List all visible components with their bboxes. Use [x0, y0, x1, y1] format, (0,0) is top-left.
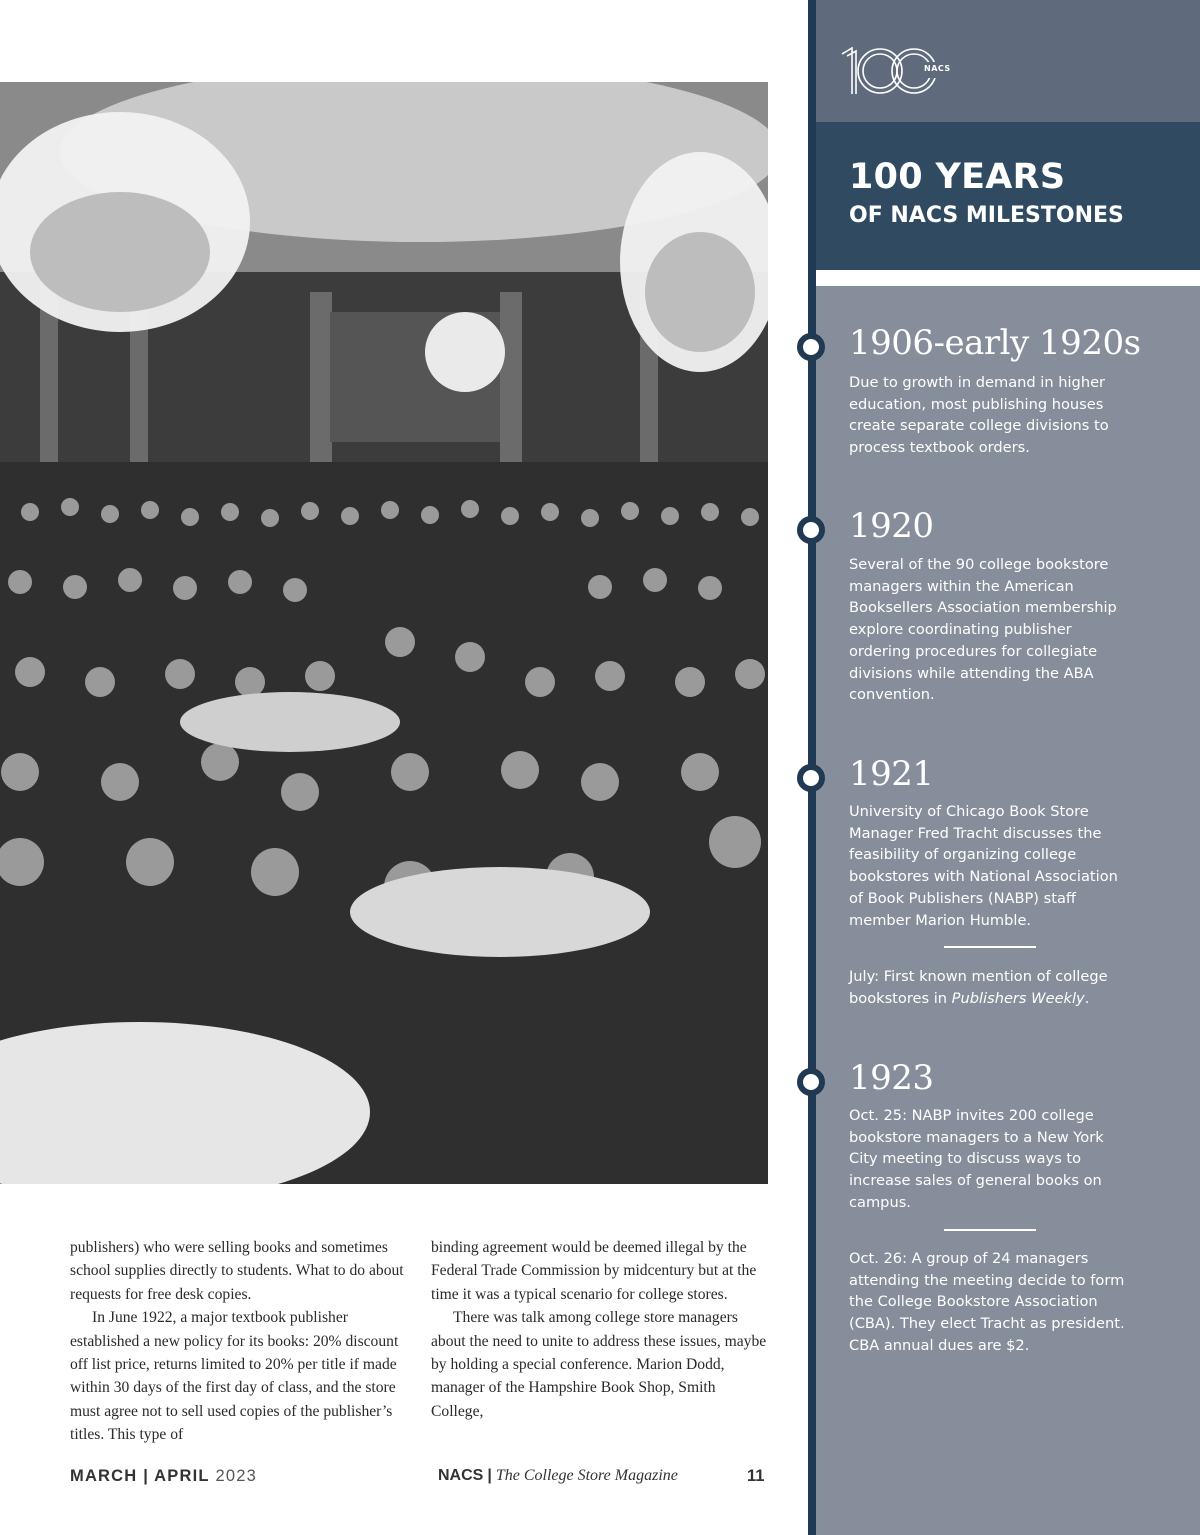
footer-year: 2023	[215, 1467, 257, 1485]
paragraph: publishers) who were selling books and sometimes school supplies directly to students. What to do about requests for free desk copies.	[70, 1239, 404, 1303]
milestone-text: Oct. 25: NABP invites 200 college bookstore managers to a New York City meeting to discuss ways to increase sales of general books on campus.	[849, 1107, 1104, 1211]
footer-brand: NACS	[438, 1467, 484, 1484]
text-span: .	[1084, 989, 1090, 1007]
footer-issue-date	[70, 1467, 257, 1486]
sidebar-title: 100 YEARS	[849, 157, 1066, 197]
milestone-text-secondary	[849, 966, 1134, 1009]
footer-publication	[438, 1467, 678, 1485]
milestone-divider	[944, 1229, 1036, 1231]
footer-month: MARCH | APRIL	[70, 1467, 210, 1485]
sidebar-subtitle: OF NACS MILESTONES	[849, 203, 1124, 228]
paragraph: There was talk among college store managers about the need to unite to address these issues, maybe by holding a special conference. Marion Dodd, manager of the Hampshire Book Shop, Smith College,	[431, 1309, 767, 1420]
milestone-year: 1923	[849, 1058, 934, 1098]
footer-magazine-name: The College Store Magazine	[495, 1467, 678, 1484]
milestone-text: Due to growth in demand in higher education, most publishing houses create separate college divisions to process textbook orders.	[849, 374, 1109, 457]
banquet-photo	[0, 82, 768, 1184]
timeline-node	[797, 333, 825, 361]
milestone-year: 1920	[849, 506, 934, 546]
timeline-node	[797, 1068, 825, 1096]
paragraph: In June 1922, a major textbook publisher established a new policy for its books: 20% discount off list price, returns limited to 20% per title if made within 30 days of the first day of class, and the store must agree not to sell used copies of the publisher’s titles. This type of	[70, 1309, 399, 1444]
logo-badge: NACS	[924, 64, 951, 73]
nacs-100-logo	[838, 44, 951, 98]
timeline-node	[797, 516, 825, 544]
paragraph: binding agreement would be deemed illegal by the Federal Trade Commission by midcentury but at the time it was a typical scenario for college stores.	[431, 1239, 757, 1303]
body-column-2	[431, 1236, 771, 1423]
milestone-text-secondary: Oct. 26: A group of 24 managers attending the meeting decide to form the College Bookstore Association (CBA). They elect Tracht as president. CBA annual dues are $2.	[849, 1250, 1125, 1354]
body-column-1	[70, 1236, 410, 1447]
page-number: 11	[747, 1467, 765, 1485]
milestone-text: Several of the 90 college bookstore managers within the American Booksellers Association membership explore coordinating publisher ordering procedures for collegiate divisions while attending the ABA convention.	[849, 556, 1117, 704]
milestone-year: 1906-early 1920s	[849, 323, 1141, 363]
milestone-year: 1921	[849, 754, 934, 794]
sidebar-divider-band	[808, 270, 1200, 286]
publication-title: Publishers Weekly	[951, 989, 1085, 1007]
timeline-node	[797, 764, 825, 792]
milestone-text: University of Chicago Book Store Manager Fred Tracht discusses the feasibility of organizing college bookstores with National Association of Book Publishers (NABP) staff member Marion Humble.	[849, 803, 1118, 929]
text-span: July: First known mention of college bookstores in	[849, 968, 1108, 1007]
footer-separator: |	[487, 1467, 492, 1484]
milestone-divider	[944, 946, 1036, 948]
banquet-photo-illustration	[0, 82, 768, 1184]
